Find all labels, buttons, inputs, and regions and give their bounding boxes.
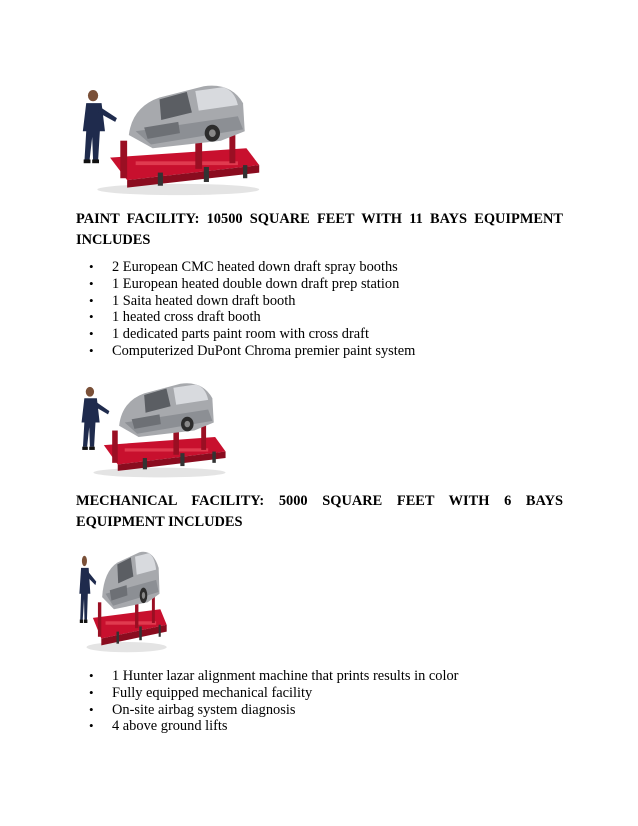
mechanical-facility-heading: MECHANICAL FACILITY: 5000 SQUARE FEET WITH 6 BAYS EQUIPMENT INCLUDES: [76, 493, 563, 530]
paint-facility-heading: PAINT FACILITY: 10500 SQUARE FEET WITH 11 BAYS EQUIPMENT INCLUDES: [76, 211, 563, 248]
list-item: • 2 European CMC heated down draft spray booths: [76, 259, 415, 276]
list-item: • Computerized DuPont Chroma premier paint system: [76, 343, 415, 360]
paint-equipment-list: [76, 259, 415, 360]
frame-machine-image-3: [76, 542, 173, 654]
list-item: • 1 Hunter lazar alignment machine that prints results in color: [76, 668, 458, 685]
frame-machine-image-2: [76, 374, 236, 479]
list-item: • Fully equipped mechanical facility: [76, 685, 458, 702]
list-item: • 1 Saita heated down draft booth: [76, 293, 415, 310]
list-item: • 1 heated cross draft booth: [76, 309, 415, 326]
list-item: • On-site airbag system diagnosis: [76, 702, 458, 719]
mechanical-equipment-list: [76, 668, 458, 735]
list-item: • 1 dedicated parts paint room with cross draft: [76, 326, 415, 343]
list-item: • 1 European heated double down draft prep station: [76, 276, 415, 293]
frame-machine-image-1: [76, 75, 272, 197]
list-item: • 4 above ground lifts: [76, 718, 458, 735]
